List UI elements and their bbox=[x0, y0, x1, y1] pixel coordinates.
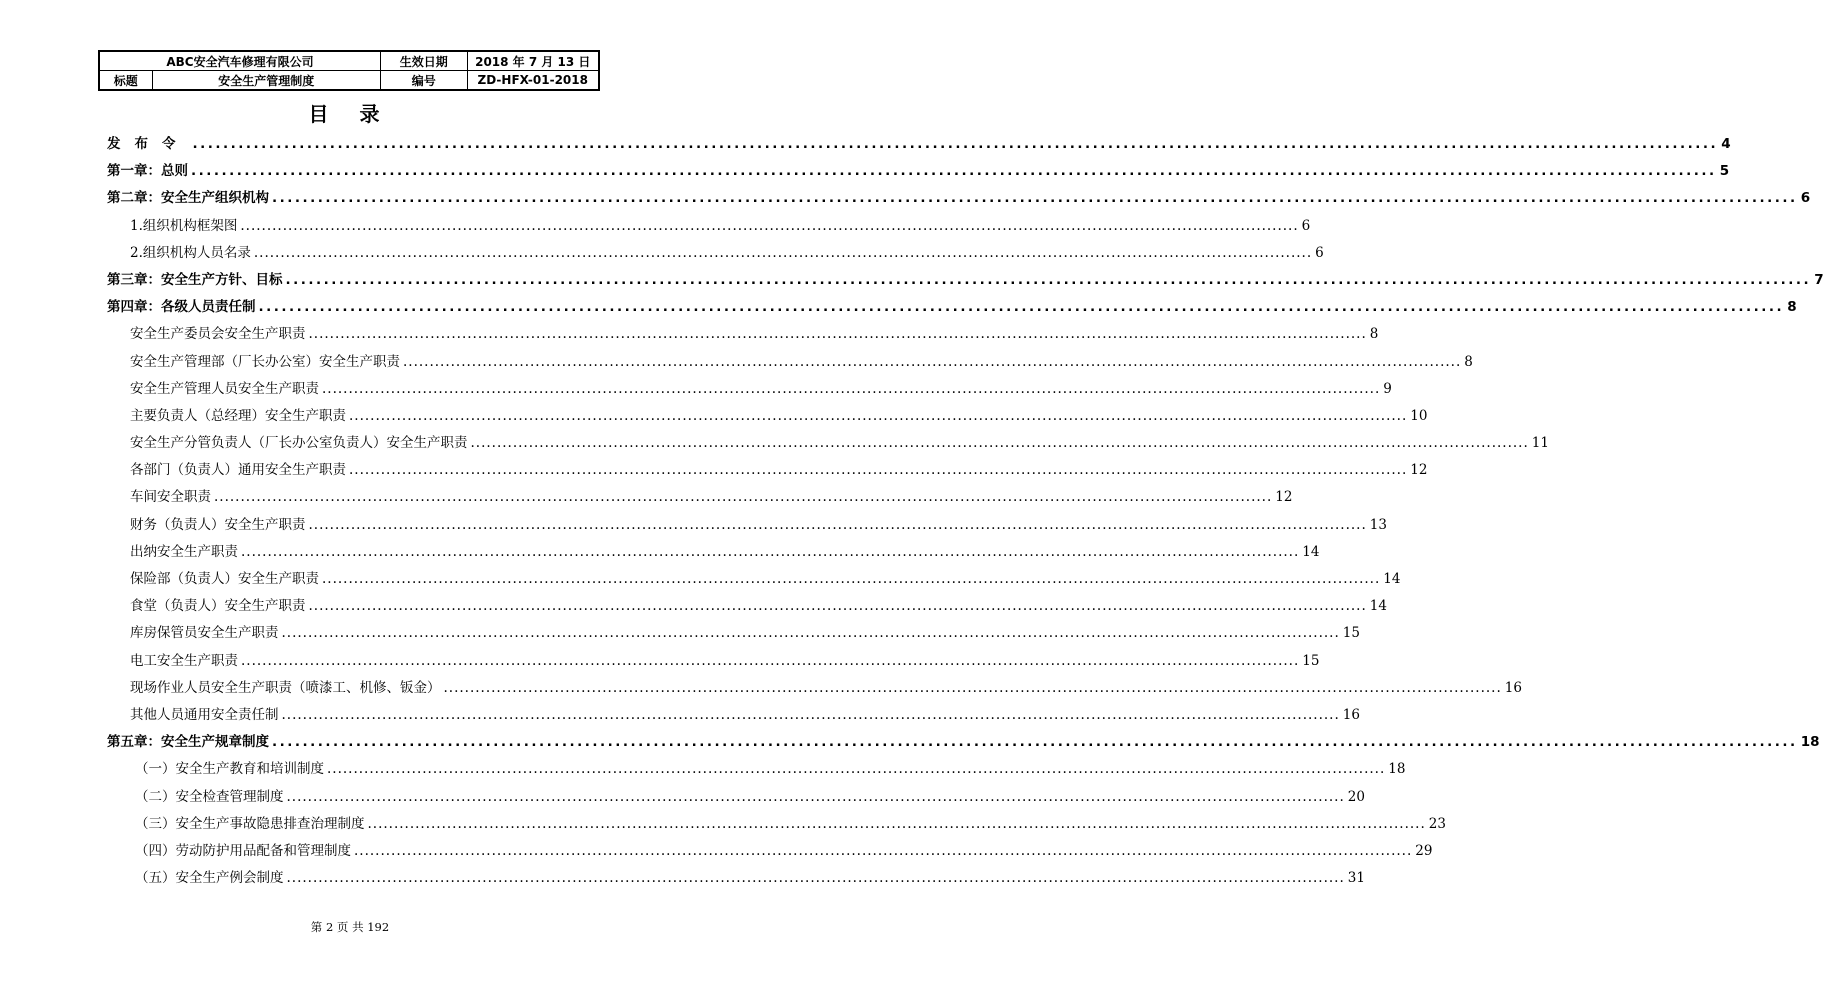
doc-number-label: 编号 bbox=[380, 71, 467, 91]
toc-entry-label: 安全生产管理人员安全生产职责 bbox=[130, 380, 319, 397]
toc-leader-dots: ........................................................................................................................................................................................................ bbox=[272, 734, 1798, 751]
toc-entry-page: 12 bbox=[1275, 489, 1293, 506]
toc-entry-page: 8 bbox=[1464, 353, 1473, 370]
toc-entry-page: 14 bbox=[1383, 571, 1401, 587]
page-footer: 第 2 页 共 192 bbox=[310, 920, 390, 934]
toc-entry-section[interactable] bbox=[107, 593, 1387, 620]
toc-entry-label: 第二章：安全生产组织机构 bbox=[107, 190, 269, 207]
toc-entry-page: 15 bbox=[1302, 652, 1320, 669]
toc-leader-dots: ........................................................................................................................................................................................................ bbox=[253, 244, 1313, 261]
toc-leader-dots: ........................................................................................................................................................................................................ bbox=[286, 788, 1345, 805]
toc-entry-label: 1.组织机构框架图 bbox=[130, 217, 238, 234]
toc-entry-chapter[interactable] bbox=[107, 158, 1730, 185]
toc-entry-label: 第一章：总则 bbox=[107, 163, 188, 180]
effective-date-label: 生效日期 bbox=[380, 51, 467, 71]
toc-entry-label: （一）安全生产教育和培训制度 bbox=[135, 761, 324, 778]
toc-entry-label: 第三章：安全生产方针、目标 bbox=[107, 271, 283, 288]
toc-leader-dots: ........................................................................................................................................................................................................ bbox=[443, 679, 1502, 696]
toc-leader-dots: ........................................................................................................................................................................................................ bbox=[308, 598, 1367, 615]
toc-entry-section[interactable] bbox=[107, 349, 1473, 376]
toc-entry-label: 安全生产分管负责人（厂长办公室负责人）安全生产职责 bbox=[130, 435, 468, 452]
toc-entry-preface[interactable] bbox=[107, 131, 1731, 158]
toc-entry-label: 车间安全职责 bbox=[130, 489, 211, 506]
toc-entry-chapter[interactable] bbox=[107, 267, 1824, 294]
toc-leader-dots: ........................................................................................................................................................................................................ bbox=[240, 217, 1299, 234]
toc-leader-dots: ........................................................................................................................................................................................................ bbox=[286, 870, 1345, 887]
toc-entry-page: 5 bbox=[1719, 163, 1730, 180]
toc-entry-section[interactable] bbox=[107, 620, 1360, 647]
toc-entry-page: 6 bbox=[1301, 217, 1311, 234]
toc-entry-page: 8 bbox=[1369, 326, 1379, 343]
toc-entry-section[interactable] bbox=[107, 376, 1392, 403]
toc-entry-section[interactable] bbox=[107, 838, 1433, 865]
toc-entry-chapter[interactable] bbox=[107, 729, 1820, 756]
table-of-contents bbox=[107, 131, 1824, 892]
toc-entry-page: 7 bbox=[1814, 271, 1824, 288]
toc-entry-label: （四）劳动防护用品配备和管理制度 bbox=[135, 842, 351, 859]
toc-entry-label: 第五章：安全生产规章制度 bbox=[107, 734, 269, 751]
toc-entry-section[interactable] bbox=[107, 865, 1365, 892]
toc-entry-page: 14 bbox=[1302, 543, 1320, 560]
toc-entry-page: 11 bbox=[1531, 435, 1549, 452]
toc-leader-dots: ........................................................................................................................................................................................................ bbox=[258, 299, 1785, 316]
toc-entry-page: 9 bbox=[1383, 380, 1392, 397]
toc-entry-page: 6 bbox=[1800, 190, 1811, 207]
toc-leader-dots: ........................................................................................................................................................................................................ bbox=[367, 815, 1426, 832]
toc-entry-label: 食堂（负责人）安全生产职责 bbox=[130, 598, 306, 615]
toc-leader-dots: ........................................................................................................................................................................................................ bbox=[308, 326, 1367, 343]
toc-entry-label: 发布令 bbox=[107, 136, 190, 152]
toc-entry-section[interactable] bbox=[107, 675, 1522, 702]
toc-leader-dots: ........................................................................................................................................................................................................ bbox=[281, 706, 1340, 723]
toc-entry-page: 12 bbox=[1410, 462, 1428, 479]
toc-entry-page: 10 bbox=[1410, 407, 1428, 424]
toc-leader-dots: ........................................................................................................................................................................................................ bbox=[281, 625, 1340, 642]
toc-leader-dots: ........................................................................................................................................................................................................ bbox=[349, 407, 1408, 424]
toc-entry-section[interactable] bbox=[107, 566, 1401, 593]
toc-entry-section[interactable] bbox=[107, 539, 1320, 566]
toc-entry-chapter[interactable] bbox=[107, 294, 1797, 321]
toc-entry-label: 电工安全生产职责 bbox=[130, 652, 238, 669]
page-title: 目 录 bbox=[308, 102, 392, 126]
toc-entry-page: 13 bbox=[1369, 516, 1387, 533]
toc-entry-page: 18 bbox=[1388, 761, 1406, 778]
toc-entry-section[interactable] bbox=[107, 457, 1428, 484]
toc-entry-label: 安全生产管理部（厂长办公室）安全生产职责 bbox=[130, 353, 400, 370]
toc-leader-dots: ........................................................................................................................................................................................................ bbox=[349, 462, 1408, 479]
toc-entry-section[interactable] bbox=[107, 321, 1379, 348]
toc-entry-label: 其他人员通用安全责任制 bbox=[130, 706, 279, 723]
toc-leader-dots: ........................................................................................................................................................................................................ bbox=[327, 761, 1386, 778]
toc-entry-label: 财务（负责人）安全生产职责 bbox=[130, 516, 306, 533]
toc-entry-label: 现场作业人员安全生产职责（喷漆工、机修、钣金） bbox=[130, 679, 441, 696]
toc-leader-dots: ........................................................................................................................................................................................................ bbox=[241, 543, 1300, 560]
toc-entry-label: 主要负责人（总经理）安全生产职责 bbox=[130, 407, 346, 424]
toc-entry-section[interactable] bbox=[107, 430, 1549, 457]
effective-date-value: 2018 年 7 月 13 日 bbox=[467, 51, 599, 71]
toc-entry-page: 16 bbox=[1504, 679, 1522, 696]
company-name: ABC安全汽车修理有限公司 bbox=[99, 51, 380, 71]
toc-entry-section[interactable] bbox=[107, 484, 1293, 511]
toc-entry-section[interactable] bbox=[107, 784, 1365, 811]
toc-entry-label: 出纳安全生产职责 bbox=[130, 543, 238, 560]
toc-leader-dots: ........................................................................................................................................................................................................ bbox=[272, 190, 1798, 207]
toc-leader-dots: ........................................................................................................................................................................................................ bbox=[470, 435, 1529, 452]
toc-entry-page: 15 bbox=[1342, 625, 1360, 642]
toc-leader-dots: ........................................................................................................................................................................................................ bbox=[241, 652, 1300, 669]
toc-entry-label: 库房保管员安全生产职责 bbox=[130, 625, 279, 642]
toc-entry-page: 4 bbox=[1721, 136, 1731, 152]
toc-leader-dots: ........................................................................................................................................................................................................ bbox=[354, 842, 1413, 859]
toc-entry-label: 第四章：各级人员责任制 bbox=[107, 299, 256, 316]
document-header-table bbox=[98, 50, 600, 91]
toc-entry-page: 29 bbox=[1415, 842, 1433, 859]
toc-leader-dots: ........................................................................................................................................................................................................ bbox=[192, 136, 1719, 152]
toc-entry-page: 20 bbox=[1347, 788, 1365, 805]
toc-entry-label: （五）安全生产例会制度 bbox=[135, 870, 284, 887]
toc-entry-page: 23 bbox=[1428, 815, 1446, 832]
doc-number-value: ZD-HFX-01-2018 bbox=[467, 71, 599, 91]
toc-leader-dots: ........................................................................................................................................................................................................ bbox=[285, 271, 1812, 288]
toc-entry-section[interactable] bbox=[107, 756, 1406, 783]
title-value: 安全生产管理制度 bbox=[152, 71, 380, 91]
toc-entry-section[interactable] bbox=[107, 702, 1360, 729]
toc-leader-dots: ........................................................................................................................................................................................................ bbox=[214, 489, 1273, 506]
toc-entry-section[interactable] bbox=[107, 512, 1387, 539]
toc-entry-page: 31 bbox=[1347, 870, 1365, 887]
toc-entry-label: （三）安全生产事故隐患排查治理制度 bbox=[135, 815, 365, 832]
toc-leader-dots: ........................................................................................................................................................................................................ bbox=[322, 380, 1381, 397]
toc-entry-label: （二）安全检查管理制度 bbox=[135, 788, 284, 805]
toc-entry-label: 各部门（负责人）通用安全生产职责 bbox=[130, 462, 346, 479]
toc-entry-page: 6 bbox=[1315, 244, 1324, 261]
toc-entry-page: 8 bbox=[1787, 299, 1797, 316]
toc-entry-chapter[interactable] bbox=[107, 185, 1811, 212]
toc-entry-label: 安全生产委员会安全生产职责 bbox=[130, 326, 306, 343]
toc-entry-page: 14 bbox=[1369, 598, 1387, 615]
toc-entry-section[interactable] bbox=[107, 648, 1320, 675]
toc-leader-dots: ........................................................................................................................................................................................................ bbox=[308, 516, 1367, 533]
toc-entry-label: 保险部（负责人）安全生产职责 bbox=[130, 571, 319, 587]
toc-leader-dots: ........................................................................................................................................................................................................ bbox=[191, 163, 1717, 180]
toc-entry-section[interactable] bbox=[107, 240, 1324, 267]
title-label: 标题 bbox=[99, 71, 152, 91]
toc-entry-label: 2.组织机构人员名录 bbox=[130, 244, 251, 261]
toc-entry-section[interactable] bbox=[107, 811, 1446, 838]
toc-entry-page: 16 bbox=[1342, 706, 1360, 723]
toc-leader-dots: ........................................................................................................................................................................................................ bbox=[403, 353, 1462, 370]
toc-entry-section[interactable] bbox=[107, 213, 1311, 240]
toc-entry-section[interactable] bbox=[107, 403, 1428, 430]
toc-leader-dots: ........................................................................................................................................................................................................ bbox=[322, 571, 1381, 587]
toc-entry-page: 18 bbox=[1800, 734, 1820, 751]
